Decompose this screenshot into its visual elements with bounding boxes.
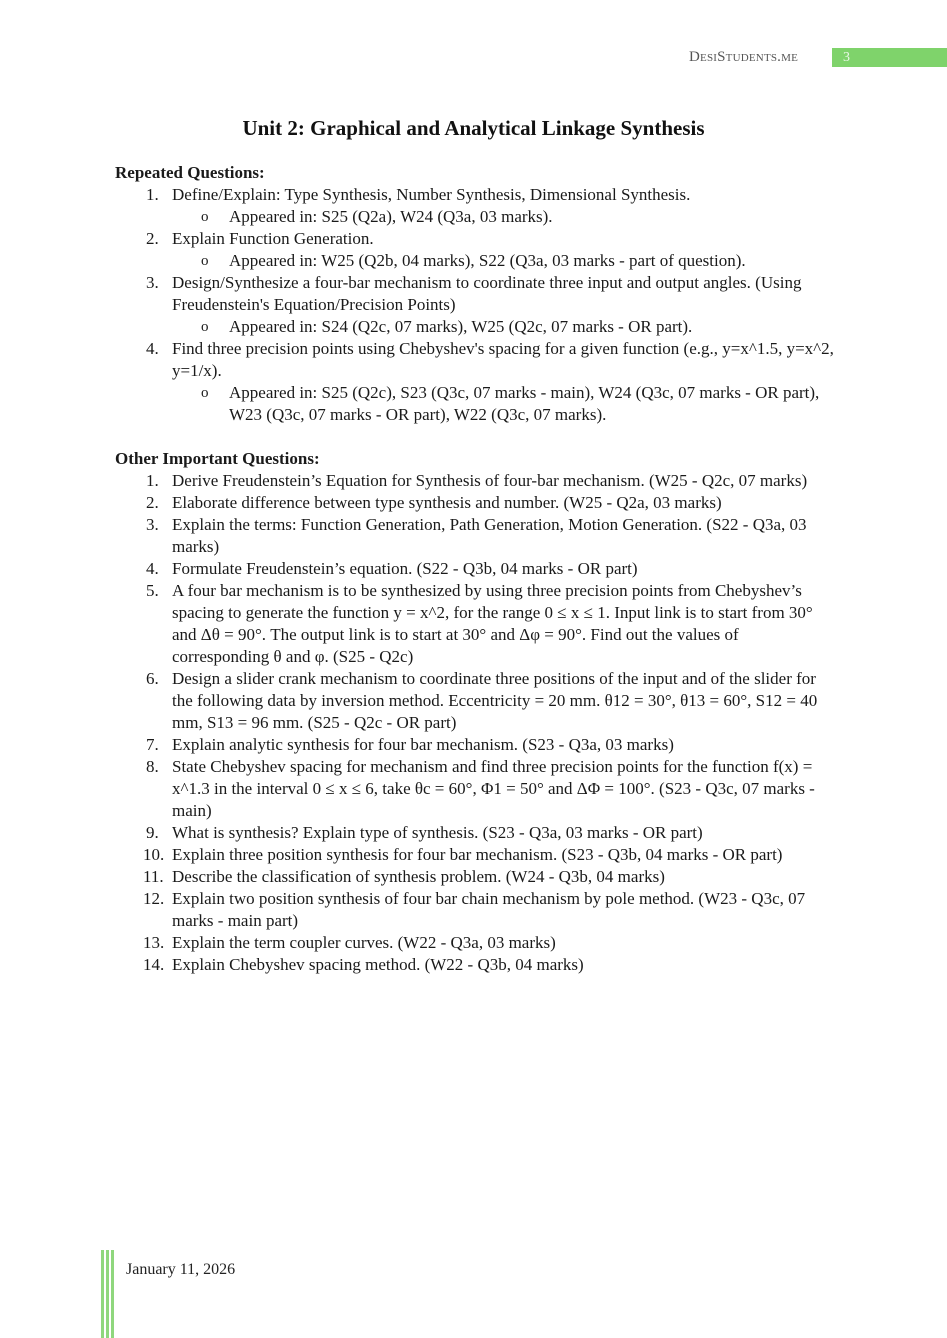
- question-text: Formulate Freudenstein’s equation. (S22 - Q3b, 04 marks - OR part): [172, 559, 638, 578]
- footer-date: January 11, 2026: [126, 1261, 236, 1278]
- other-question: [115, 888, 835, 932]
- other-question: [115, 470, 835, 492]
- appeared-in: [115, 250, 835, 272]
- question-number: 13.: [143, 933, 165, 952]
- appeared-in: [115, 382, 835, 426]
- question-number: 12.: [143, 889, 165, 908]
- question-text: Explain three position synthesis for four bar mechanism. (S23 - Q3b, 04 marks - OR part): [172, 845, 783, 864]
- other-question: [115, 580, 835, 668]
- question-text: A four bar mechanism is to be synthesized by using three precision points from Chebyshev’s spacing to generate the function y = x^2, for the range 0 ≤ x ≤ 1. Input link is to start from 30° and Δθ = 90°. The output link is to start at 30° and Δφ = 90°. Find out the values of corresponding θ and φ. (S25 - Q2c): [172, 581, 813, 666]
- question-text: State Chebyshev spacing for mechanism and find three precision points for the function f(x) = x^1.3 in the interval 0 ≤ x ≤ 6, take θc = 60°, Φ1 = 50° and ΔΦ = 100°. (S23 - Q3c, 07 marks - main): [172, 757, 815, 820]
- question-text: Explain Function Generation.: [172, 229, 374, 248]
- question-number: 3.: [146, 515, 159, 534]
- question-text: Explain the terms: Function Generation, Path Generation, Motion Generation. (S22 - Q3a, 03 marks): [172, 515, 807, 556]
- circle-bullet-icon: o: [201, 319, 209, 335]
- question-number: 14.: [143, 955, 165, 974]
- circle-bullet-icon: o: [201, 385, 209, 401]
- appeared-in-text: Appeared in: S24 (Q2c, 07 marks), W25 (Q2c, 07 marks - OR part).: [229, 317, 693, 336]
- question-number: 8.: [146, 757, 159, 776]
- appeared-in-text: Appeared in: S25 (Q2c), S23 (Q3c, 07 marks - main), W24 (Q3c, 07 marks - OR part), W23 (Q3c, 07 marks - OR part), W22 (Q3c, 07 marks).: [229, 383, 820, 424]
- question-text: Explain the term coupler curves. (W22 - Q3a, 03 marks): [172, 933, 556, 952]
- other-question: [115, 668, 835, 734]
- question-text: Elaborate difference between type synthesis and number. (W25 - Q2a, 03 marks): [172, 493, 722, 512]
- question-number: 4.: [146, 559, 159, 578]
- page-title: Unit 2: Graphical and Analytical Linkage Synthesis: [242, 116, 705, 140]
- question-text: Find three precision points using Chebyshev's spacing for a given function (e.g., y=x^1.5, y=x^2, y=1/x).: [172, 339, 834, 380]
- footer-bar: [111, 1250, 114, 1338]
- question-number: 2.: [146, 493, 159, 512]
- other-question: [115, 866, 835, 888]
- question-number: 11.: [143, 867, 164, 886]
- footer-green-bars: [101, 1250, 115, 1338]
- other-question: [115, 954, 835, 976]
- other-question: [115, 514, 835, 558]
- appeared-in: [115, 316, 835, 338]
- document-body: [115, 162, 835, 976]
- other-question: [115, 844, 835, 866]
- question-text: Describe the classification of synthesis problem. (W24 - Q3b, 04 marks): [172, 867, 665, 886]
- appeared-in-text: Appeared in: S25 (Q2a), W24 (Q3a, 03 marks).: [229, 207, 553, 226]
- question-number: 1.: [146, 471, 159, 490]
- question-number: 2.: [146, 229, 159, 248]
- other-questions-heading: Other Important Questions:: [115, 449, 320, 468]
- header-brand: DesiStudents.me: [689, 49, 799, 65]
- section-spacer: [115, 426, 835, 448]
- question-number: 6.: [146, 669, 159, 688]
- repeated-question: [115, 272, 835, 316]
- question-text: Design a slider crank mechanism to coordinate three positions of the input and of the slider for the following data by inversion method. Eccentricity = 20 mm. θ12 = 30°, θ13 = 60°, S12 = 40 mm, S13 = 96 mm. (S25 - Q2c - OR part): [172, 669, 818, 732]
- other-question: [115, 756, 835, 822]
- question-text: Design/Synthesize a four-bar mechanism to coordinate three input and output angles. (Using Freudenstein's Equation/Precision Points): [172, 273, 802, 314]
- other-questions-list: [115, 470, 835, 976]
- repeated-questions-list: [115, 184, 835, 426]
- question-text: Explain analytic synthesis for four bar mechanism. (S23 - Q3a, 03 marks): [172, 735, 674, 754]
- question-number: 9.: [146, 823, 159, 842]
- repeated-question: [115, 184, 835, 206]
- repeated-question: [115, 338, 835, 382]
- footer-bar: [106, 1250, 109, 1338]
- other-question: [115, 734, 835, 756]
- question-text: Explain Chebyshev spacing method. (W22 - Q3b, 04 marks): [172, 955, 584, 974]
- question-number: 10.: [143, 845, 165, 864]
- question-text: What is synthesis? Explain type of synthesis. (S23 - Q3a, 03 marks - OR part): [172, 823, 703, 842]
- appeared-in: [115, 206, 835, 228]
- other-question: [115, 558, 835, 580]
- other-question: [115, 932, 835, 954]
- question-number: 4.: [146, 339, 159, 358]
- question-text: Derive Freudenstein’s Equation for Synthesis of four-bar mechanism. (W25 - Q2c, 07 marks): [172, 471, 808, 490]
- repeated-questions-heading: Repeated Questions:: [115, 163, 265, 182]
- question-number: 1.: [146, 185, 159, 204]
- circle-bullet-icon: o: [201, 209, 209, 225]
- repeated-question: [115, 228, 835, 250]
- other-question: [115, 492, 835, 514]
- question-number: 7.: [146, 735, 159, 754]
- question-number: 3.: [146, 273, 159, 292]
- page-number: 3: [832, 48, 947, 67]
- question-text: Explain two position synthesis of four bar chain mechanism by pole method. (W23 - Q3c, 07 marks - main part): [172, 889, 806, 930]
- circle-bullet-icon: o: [201, 253, 209, 269]
- other-question: [115, 822, 835, 844]
- footer-bar: [101, 1250, 104, 1338]
- appeared-in-text: Appeared in: W25 (Q2b, 04 marks), S22 (Q3a, 03 marks - part of question).: [229, 251, 746, 270]
- question-number: 5.: [146, 581, 159, 600]
- question-text: Define/Explain: Type Synthesis, Number Synthesis, Dimensional Synthesis.: [172, 185, 691, 204]
